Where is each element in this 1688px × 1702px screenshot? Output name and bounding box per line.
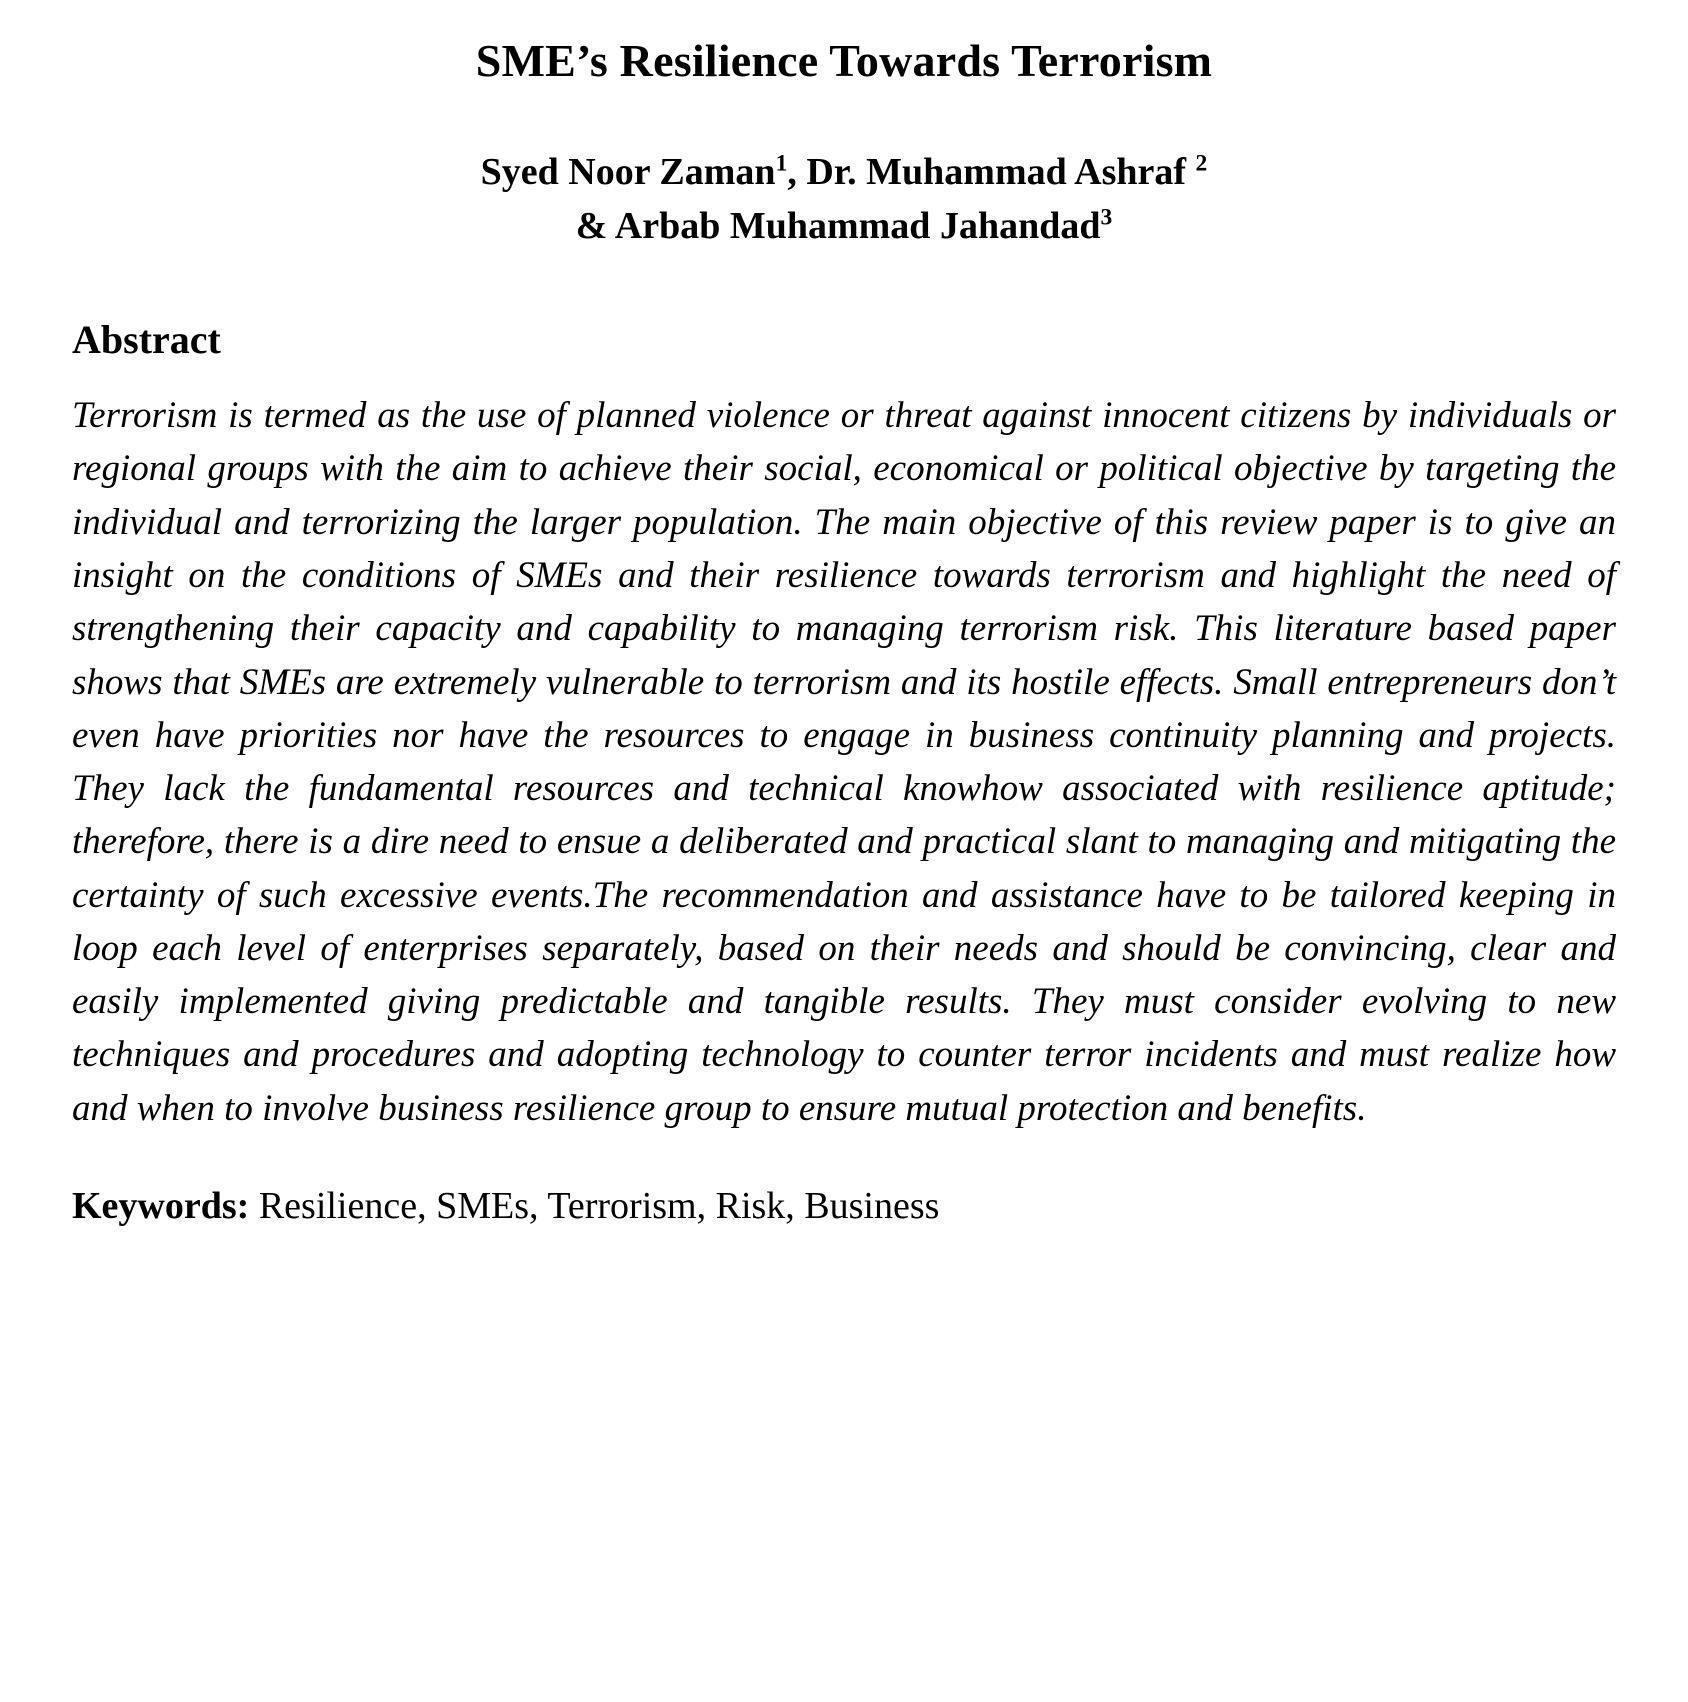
author-separator: ,	[787, 151, 807, 194]
abstract-text: Terrorism is termed as the use of planned violence or threat against innocent citizens by individuals or regional groups with the aim to achieve their social, economical or political objective by targeting the individual and terrorizing the larger population. The main objective of this review paper is to give an insight on the conditions of SMEs and their resilience towards terrorism and highlight the need of strengthening their capacity and capability to managing terrorism risk. This literature based paper shows that SMEs are extremely vulnerable to terrorism and its hostile effects. Small entrepreneurs don’t even have priorities nor have the resources to engage in business continuity planning and projects. They lack the fundamental resources and technical knowhow associated with resilience aptitude; therefore, there is a dire need to ensue a deliberated and practical slant to managing and mitigating the certainty of such excessive events.The recommendation and assistance have to be tailored keeping in loop each level of enterprises separately, based on their needs and should be convincing, clear and easily implemented giving predictable and tangible results. They must consider evolving to new techniques and procedures and adopting technology to counter terror incidents and must realize how and when to involve business resilience group to ensure mutual protection and benefits.	[72, 395, 1616, 1129]
author-line-1	[72, 146, 1616, 200]
author-line-2	[72, 200, 1616, 254]
author-name-3: & Arbab Muhammad Jahandad	[575, 205, 1101, 248]
author-affiliation-marker-2: 2	[1195, 150, 1208, 177]
page-title: SME’s Resilience Towards Terrorism	[475, 35, 1213, 86]
author-affiliation-marker-3: 3	[1100, 204, 1113, 231]
author-block	[72, 146, 1616, 254]
keywords-line	[72, 1181, 1616, 1232]
author-name-1: Syed Noor Zaman	[480, 151, 776, 194]
keywords-values: Resilience, SMEs, Terrorism, Risk, Business	[249, 1184, 940, 1227]
author-affiliation-marker-1: 1	[775, 150, 788, 177]
keywords-label: Keywords:	[72, 1184, 250, 1227]
author-name-2: Dr. Muhammad Ashraf	[806, 151, 1196, 194]
abstract-heading: Abstract	[72, 317, 221, 363]
